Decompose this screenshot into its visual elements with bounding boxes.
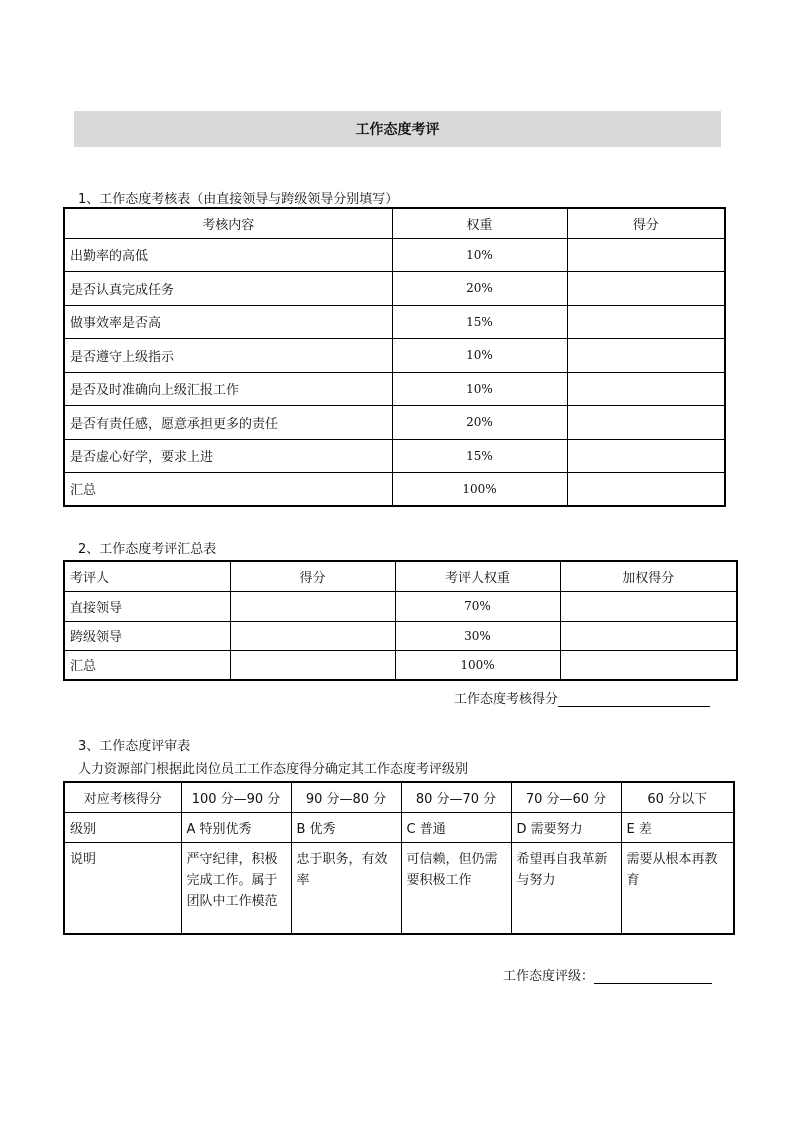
description-e: 需要从根本再教育 (621, 842, 734, 934)
table-row (64, 621, 737, 650)
weight-cell: 100% (392, 472, 567, 506)
description-row (64, 842, 734, 934)
weight-cell: 10% (392, 372, 567, 405)
score-range-row (64, 782, 734, 812)
table-header-row (64, 208, 725, 238)
score-cell[interactable] (230, 650, 395, 680)
page-title: 工作态度考评 (74, 111, 721, 147)
description-b: 忠于职务，有效率 (291, 842, 401, 934)
weight-cell: 20% (392, 271, 567, 305)
header-rater-weight: 考评人权重 (395, 561, 560, 591)
table-row (64, 238, 725, 271)
table-row (64, 372, 725, 405)
table-row (64, 650, 737, 680)
level-e: E 差 (621, 812, 734, 842)
table-row (64, 338, 725, 372)
weight-cell: 10% (392, 238, 567, 271)
weighted-cell[interactable] (560, 621, 737, 650)
score-range-b: 90 分—80 分 (291, 782, 401, 812)
header-weighted-score: 加权得分 (560, 561, 737, 591)
item-cell: 是否及时准确向上级汇报工作 (64, 372, 392, 405)
item-cell: 做事效率是否高 (64, 305, 392, 338)
score-cell[interactable] (567, 305, 725, 338)
level-b: B 优秀 (291, 812, 401, 842)
table-row (64, 405, 725, 439)
header-item: 考核内容 (64, 208, 392, 238)
weight-cell: 30% (395, 621, 560, 650)
attitude-rating-field (503, 965, 712, 984)
section3-sublabel: 人力资源部门根据此岗位员工工作态度得分确定其工作态度考评级别 (78, 762, 469, 777)
level-c: C 普通 (401, 812, 511, 842)
score-cell[interactable] (567, 338, 725, 372)
rater-cell: 汇总 (64, 650, 230, 680)
rater-cell: 直接领导 (64, 591, 230, 621)
item-cell: 出勤率的高低 (64, 238, 392, 271)
description-header: 说明 (64, 842, 181, 934)
header-rater: 考评人 (64, 561, 230, 591)
level-header: 级别 (64, 812, 181, 842)
score-range-e: 60 分以下 (621, 782, 734, 812)
item-cell: 是否有责任感，愿意承担更多的责任 (64, 405, 392, 439)
attitude-rating-blank[interactable] (594, 969, 712, 984)
item-cell: 是否虚心好学，要求上进 (64, 439, 392, 472)
weighted-cell[interactable] (560, 650, 737, 680)
level-row (64, 812, 734, 842)
weight-cell: 15% (392, 439, 567, 472)
attitude-score-field (454, 688, 710, 707)
level-d: D 需要努力 (511, 812, 621, 842)
attitude-score-blank[interactable] (558, 692, 710, 707)
level-a: A 特别优秀 (181, 812, 291, 842)
score-cell[interactable] (567, 372, 725, 405)
table-row (64, 271, 725, 305)
header-score: 得分 (230, 561, 395, 591)
attitude-review-table (63, 781, 735, 935)
item-cell: 是否遵守上级指示 (64, 338, 392, 372)
score-cell[interactable] (567, 472, 725, 506)
weight-cell: 100% (395, 650, 560, 680)
section2-label: 2、工作态度考评汇总表 (78, 542, 217, 557)
description-a: 严守纪律，积极完成工作。属于团队中工作模范 (181, 842, 291, 934)
table-header-row (64, 561, 737, 591)
score-range-header: 对应考核得分 (64, 782, 181, 812)
attitude-summary-table (63, 560, 738, 681)
header-weight: 权重 (392, 208, 567, 238)
score-cell[interactable] (567, 439, 725, 472)
description-d: 希望再自我革新与努力 (511, 842, 621, 934)
weight-cell: 70% (395, 591, 560, 621)
score-range-c: 80 分—70 分 (401, 782, 511, 812)
score-cell[interactable] (567, 405, 725, 439)
score-range-d: 70 分—60 分 (511, 782, 621, 812)
weighted-cell[interactable] (560, 591, 737, 621)
section1-label: 1、工作态度考核表（由直接领导与跨级领导分别填写） (78, 192, 399, 207)
score-cell[interactable] (567, 238, 725, 271)
table-row (64, 472, 725, 506)
weight-cell: 15% (392, 305, 567, 338)
description-c: 可信赖，但仍需要积极工作 (401, 842, 511, 934)
rater-cell: 跨级领导 (64, 621, 230, 650)
attitude-assessment-table (63, 207, 726, 507)
item-cell: 是否认真完成任务 (64, 271, 392, 305)
score-cell[interactable] (230, 621, 395, 650)
section3-label: 3、工作态度评审表 (78, 739, 191, 754)
table-row (64, 591, 737, 621)
table-row (64, 305, 725, 338)
weight-cell: 20% (392, 405, 567, 439)
table-row (64, 439, 725, 472)
item-cell: 汇总 (64, 472, 392, 506)
header-score: 得分 (567, 208, 725, 238)
attitude-score-label: 工作态度考核得分 (454, 692, 559, 707)
score-range-a: 100 分—90 分 (181, 782, 291, 812)
weight-cell: 10% (392, 338, 567, 372)
score-cell[interactable] (230, 591, 395, 621)
attitude-rating-label: 工作态度评级： (503, 969, 595, 984)
score-cell[interactable] (567, 271, 725, 305)
